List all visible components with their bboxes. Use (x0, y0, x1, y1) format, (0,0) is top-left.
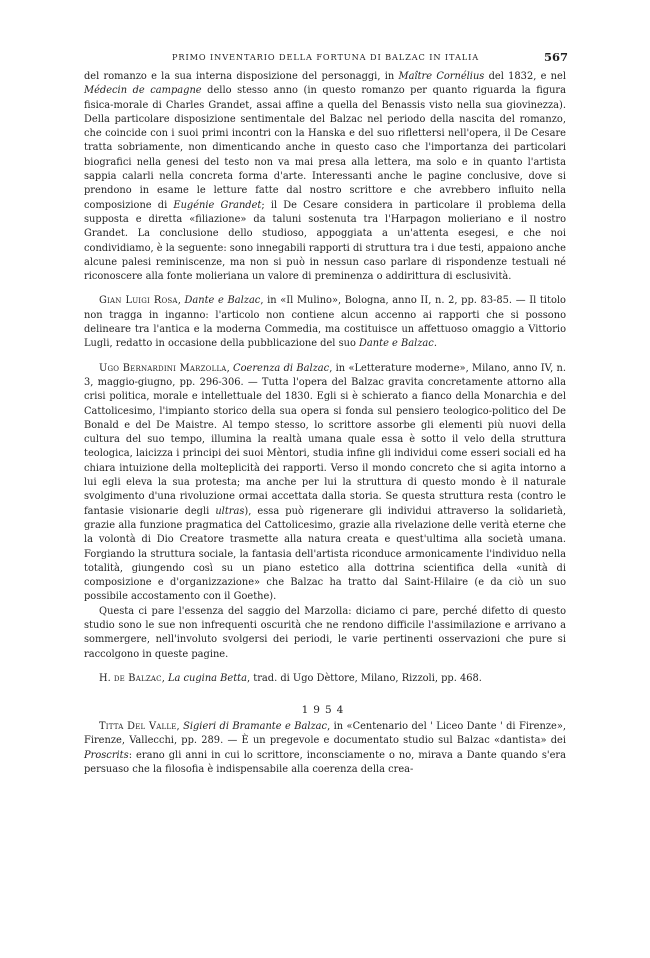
work-title: Maître Cornélius (398, 71, 485, 82)
text-run: , in «Centenario del ' Liceo Dante ' di Firenze», Firenze, Vallecchi, pp. 289. — È un pregevole e documentato studio sul Balzac «dantista» dei (84, 721, 567, 747)
entry-rosa (84, 294, 566, 351)
entry-cugina-betta (84, 672, 566, 686)
entry-author-particle: de (113, 672, 125, 684)
text-run: , in «Letterature moderne», Milano, anno IV, n. 3, maggio-giugno, pp. 296-306. — Tutta l'opera del Balzac gravita concretamente attorno alla crisi politica, morale e intellettuale del 1830. Egli si è schierato a fianco della Monarchia e del Cattolicesimo, l'impianto storico della sua opera si fonda sul pensiero teologico-politico del De Bonald e del De Maistre. Al tempo stesso, lo scrittore assorbe gli elementi più nuovi della cultura del suo tempo, illumina la realtà umana quale essa è sotto il velo della struttura teologica, laicizza i principi dei suoi Mèntori, studia infine gli individui come esseri sociali ed ha chiara intuizione della molteplicità dei rapporti. Verso il mondo concreto che si agita intorno a lui egli eleva la sua protesta; ma anche per lui la struttura di questo mondo è il naturale svolgimento d'una rivoluzione ormai accettata dalla storia. Se questa struttura resta (contro le fantasie visionarie degli (84, 362, 566, 517)
entry-author-initial: H. (99, 672, 114, 684)
text-run: ), essa può rigenerare gli individui attraverso la solidarietà, grazie alla funzione pragmatica del Cattolicesimo, grazie alla rivelazione delle verità eterne che la volontà di Dio Creatore trasmette alla natura creata e quest'ultima alla società umana. Forgiando la struttura sociale, la fantasia dell'artista riconduce armonicamente l'individuo nella totalità, giungendo così su un piano estetico alla dottrina scientifica della «unità di composizione e d'organizzazione» che Balzac ha tratto dal Saint-Hilaire (e da ciò un suo possibile accostamento con il Goethe). (84, 505, 566, 603)
paragraph-marzolla-comment: Questa ci pare l'essenza del saggio del Marzolla: diciamo ci pare, perché difetto di questo studio sono le sue non infrequenti oscurità che ne rendono difficile l'assimilazione e arrivano a sommergere, nell'involuto svolgersi dei periodi, le varie pertinenti osservazioni che pure si raccolgono in queste pagine. (84, 605, 566, 660)
text-run: , (177, 295, 185, 307)
italic-term: ultras (215, 505, 245, 517)
year-heading: 1954 (301, 704, 349, 717)
page-number: 567 (543, 50, 568, 64)
entry-del-valle (84, 720, 566, 777)
paragraph-de-cesare-continuation (84, 70, 566, 284)
entry-title: La cugina Betta (167, 672, 247, 684)
text-run: . (433, 338, 437, 350)
text-run: , in «Il Mulino», Bologna, anno II, n. 2, pp. 83-85. — Il titolo non tragga in inganno: l'articolo non contiene alcun accenno ai rapporti che si possono delineare tra l'antica e la moderna Commedia, ma costituisce un affettuoso omaggio a Vittorio Lugli, redatto in occasione della pubblicazione del suo (84, 295, 566, 350)
text-run: : erano gli anni in cui lo scrittore, inconsciamente o no, mirava a Dante quando s'era persuaso che la filosofia è indispensabile alla coerenza della crea- (84, 749, 566, 776)
entry-title: Sigieri di Bramante e Balzac (183, 721, 328, 733)
text-run: , (176, 721, 184, 733)
work-title: Dante e Balzac (359, 338, 434, 350)
work-title: Proscrits (84, 749, 129, 761)
body-text (84, 70, 566, 777)
text-run: , (161, 672, 168, 684)
entry-title: Dante e Balzac (184, 295, 261, 307)
text-run: del 1832, e nel (484, 71, 566, 82)
entry-author: Ugo Bernardini Marzolla (99, 362, 227, 374)
entry-title: Coerenza di Balzac (233, 362, 330, 374)
text-run: del romanzo e la sua interna disposizione del personaggi, in (84, 71, 399, 82)
text-run: ; il De Cesare considera in particolare il problema della supposta e diretta «filiazione» da taluni sostenuta tra l'Harpagon molieriano e il nostro Grandet. La conclusione dello studioso, appoggiata a un'attenta esegesi, e che noi condividiamo, è la seguente: sono innegabili rapporti di struttura tra i due testi, appaiono anche alcune palesi reminiscenze, ma non si può in nessun caso parlare di rispondenze testuali né riconoscere alla fonte molieriana un valore di preminenza o addirittura di esclusività. (84, 199, 566, 283)
entry-author: Titta Del Valle (99, 721, 177, 733)
text-run: , (226, 362, 234, 374)
work-title: Eugénie Grandet (173, 199, 262, 211)
text-run: , trad. di Ugo Dèttore, Milano, Rizzoli, pp. 468. (247, 672, 482, 684)
text-run: dello stesso anno (in questo romanzo per quanto riguarda la figura fisica-morale di Charles Grandet, assai affine a quella del Benassis visto nella sua giovinezza). Della particolare disposizione sentimentale del Balzac nel periodo della nascita del romanzo, che coincide con i suoi primi incontri con la Hanska e del suo riflettersi nell'opera, il De Cesare tratta sobriamente, non dimenticando anche in questo caso che l'importanza dei particolari biografici nella genesi del testo non va mai presa alla lettera, ma solo e in quanto l'artista sappia calarli nella concreta forma d'arte. Interessanti anche le pagine conclusive, dove si prendono in esame le letture fatte dal nostro scrittore e che avrebbero influito nella composizione di (84, 85, 566, 211)
work-title: Médecin de campagne (84, 85, 202, 97)
page-header (84, 51, 570, 67)
entry-marzolla (84, 362, 566, 605)
entry-author: Gian Luigi Rosa (99, 295, 178, 307)
running-title: PRIMO INVENTARIO DELLA FORTUNA DI BALZAC IN ITALIA (172, 52, 480, 62)
entry-author: Balzac (124, 672, 162, 684)
